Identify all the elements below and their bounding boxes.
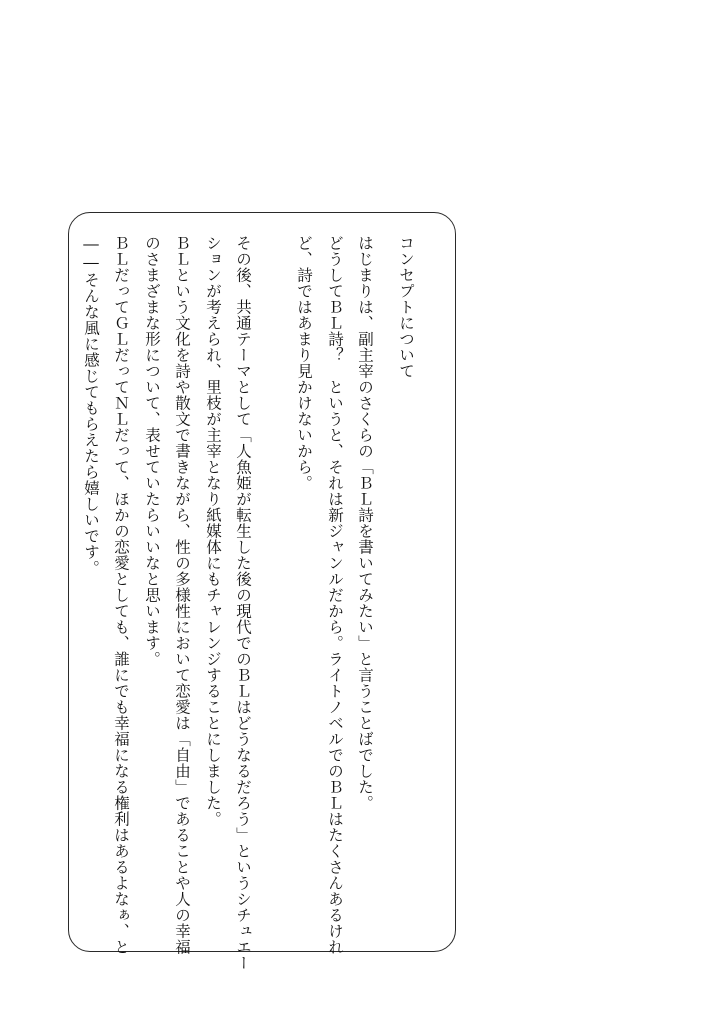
paragraph-3-line-2: のさまざまな形について、表せていたらいいなと思います。: [143, 235, 161, 667]
paragraph-1-line-3: ど、詩ではあまり見かけないから。: [295, 235, 313, 491]
paragraph-4-line-2: ――そんな風に感じてもらえたら嬉しいです。: [82, 235, 100, 576]
paragraph-3-line-1: ＢＬという文化を詩や散文で書きながら、性の多様性において恋愛は「自由」であることや人の幸福: [173, 235, 191, 955]
paragraph-1-line-2: どうしてＢＬ詩？ というと、それは新ジャンルだから。ライトノベルでのＢＬはたくさんあるけれ: [326, 235, 344, 955]
document-title: コンセプトについて: [397, 235, 415, 379]
concept-card: [68, 212, 456, 971]
paragraph-4-line-1: ＢＬだってＧＬだってＮＬだって、ほかの恋愛としても、誰にでも幸福になる権利はあるよなぁ、と: [112, 235, 130, 955]
paragraph-1-line-1: はじまりは、副主宰のさくらの「ＢＬ詩を書いてみたい」と言うことばでした。: [356, 235, 374, 811]
paragraph-2-line-2: ションが考えられ、里枝が主宰となり紙媒体にもチャレンジすることにしました。: [204, 235, 222, 827]
paragraph-2-line-1: その後、共通テーマとして「人魚姫が転生した後の現代でのＢＬはどうなるだろう」というシチュエー: [234, 235, 252, 971]
